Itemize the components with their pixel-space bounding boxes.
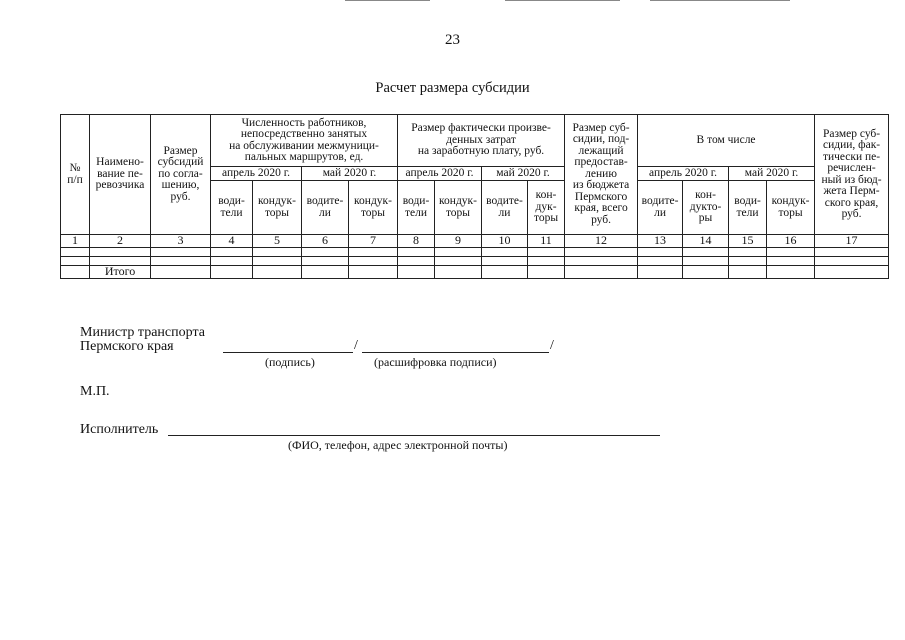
header-no: № п/п [61,115,90,235]
signature-decode-line[interactable] [362,352,549,353]
table-row-empty [61,248,889,257]
table-cell[interactable] [565,257,638,266]
minister-title-line2: Пермского края [80,339,174,354]
header-including: В том числе [638,115,815,167]
table-cell[interactable] [482,248,528,257]
table-cell[interactable] [211,248,253,257]
table-cell[interactable] [767,266,815,279]
table-cell[interactable] [61,248,90,257]
table-cell[interactable] [815,248,889,257]
table-cell[interactable] [729,248,767,257]
column-number: 17 [815,235,889,248]
signature-line[interactable] [223,352,353,353]
table-cell[interactable] [435,266,482,279]
table-cell[interactable] [729,266,767,279]
month-may: май 2020 г. [482,167,565,181]
table-cell[interactable] [565,248,638,257]
table-cell[interactable] [253,257,302,266]
month-may: май 2020 г. [729,167,815,181]
table-cell[interactable] [151,257,211,266]
subheader-drivers: води- тели [729,181,767,235]
month-april: апрель 2020 г. [398,167,482,181]
table-cell[interactable] [90,248,151,257]
table-cell[interactable] [253,266,302,279]
table-cell[interactable] [398,266,435,279]
subheader-drivers: водите- ли [482,181,528,235]
table-cell[interactable] [683,257,729,266]
table-cell[interactable] [815,266,889,279]
table-cell[interactable] [683,266,729,279]
table-cell[interactable] [767,248,815,257]
subheader-conductors: кондук- торы [435,181,482,235]
slash: / [354,338,358,353]
minister-title-line1: Министр транспорта [80,325,205,340]
table-cell[interactable] [729,257,767,266]
column-number: 16 [767,235,815,248]
column-number: 14 [683,235,729,248]
column-number: 5 [253,235,302,248]
column-number: 6 [302,235,349,248]
table-cell[interactable] [815,257,889,266]
table-cell[interactable] [482,257,528,266]
subheader-conductors: кондук- торы [767,181,815,235]
header-carrier-name: Наимено- вание пе- ревозчика [90,115,151,235]
caption-executor: (ФИО, телефон, адрес электронной почты) [288,438,508,452]
table-cell[interactable] [151,266,211,279]
month-may: май 2020 г. [302,167,398,181]
header-subsidy-agreement: Размер субсидий по согла- шению, руб. [151,115,211,235]
header-subsidy-paid: Размер суб- сидии, фак- тически пе- речислен- ный из бюд- жета Перм- ского края, руб. [815,115,889,235]
column-number: 2 [90,235,151,248]
seal-mark: М.П. [80,384,110,399]
executor-line[interactable] [168,435,660,436]
column-number: 3 [151,235,211,248]
table-cell[interactable] [253,248,302,257]
table-cell[interactable] [482,266,528,279]
table-cell[interactable] [61,257,90,266]
table-cell[interactable] [398,248,435,257]
subheader-conductors: кон- дукто- ры [683,181,729,235]
scan-top-line [505,0,620,1]
table-cell[interactable] [528,248,565,257]
page-number: 23 [445,32,460,48]
table-cell[interactable] [683,248,729,257]
column-number: 11 [528,235,565,248]
table-cell[interactable] [435,257,482,266]
month-april: апрель 2020 г. [638,167,729,181]
column-number: 7 [349,235,398,248]
table-row-total [61,266,889,279]
subheader-conductors: кондук- торы [349,181,398,235]
subsidy-table [60,114,889,279]
subheader-drivers: водите- ли [638,181,683,235]
table-cell[interactable] [349,266,398,279]
column-number: 1 [61,235,90,248]
column-number: 12 [565,235,638,248]
table-cell[interactable] [565,266,638,279]
table-cell[interactable] [528,266,565,279]
subheader-drivers: водите- ли [302,181,349,235]
caption-signature-decode: (расшифровка подписи) [374,355,497,369]
subheader-drivers: води- тели [211,181,253,235]
table-row-empty [61,257,889,266]
scan-top-line [650,0,790,1]
table-cell[interactable] [767,257,815,266]
column-number: 8 [398,235,435,248]
table-cell[interactable] [638,266,683,279]
table-cell[interactable] [638,248,683,257]
slash: / [550,338,554,353]
subheader-drivers: води- тели [398,181,435,235]
table-cell[interactable] [302,257,349,266]
table-cell[interactable] [211,266,253,279]
table-cell[interactable] [302,248,349,257]
table-cell[interactable] [349,248,398,257]
table-cell[interactable] [211,257,253,266]
scan-top-line [345,0,430,1]
subheader-conductors: кондук- торы [253,181,302,235]
table-cell[interactable] [302,266,349,279]
table-cell[interactable] [528,257,565,266]
column-number: 13 [638,235,683,248]
header-subsidy-due: Размер суб- сидии, под- лежащий предостав- лению из бюджета Пермского края, всего руб. [565,115,638,235]
column-number: 4 [211,235,253,248]
executor-label: Исполнитель [80,422,159,437]
table-cell[interactable] [151,248,211,257]
table-cell[interactable] [61,266,90,279]
column-number: 10 [482,235,528,248]
header-workers-count: Численность работников, непосредственно занятых на обслуживании межмуници- пальных маршрутов, ед. [211,115,398,167]
table-cell[interactable] [349,257,398,266]
column-number: 15 [729,235,767,248]
column-number: 9 [435,235,482,248]
document-title: Расчет размера субсидии [375,80,530,96]
total-label: Итого [90,266,151,279]
table-cell[interactable] [638,257,683,266]
month-april: апрель 2020 г. [211,167,302,181]
table-cell[interactable] [435,248,482,257]
header-salary-costs: Размер фактически произве- денных затрат на заработную плату, руб. [398,115,565,167]
column-number-row [61,235,889,248]
table-cell[interactable] [90,257,151,266]
subheader-conductors: кон- дук- торы [528,181,565,235]
table-cell[interactable] [398,257,435,266]
caption-signature: (подпись) [265,355,315,369]
